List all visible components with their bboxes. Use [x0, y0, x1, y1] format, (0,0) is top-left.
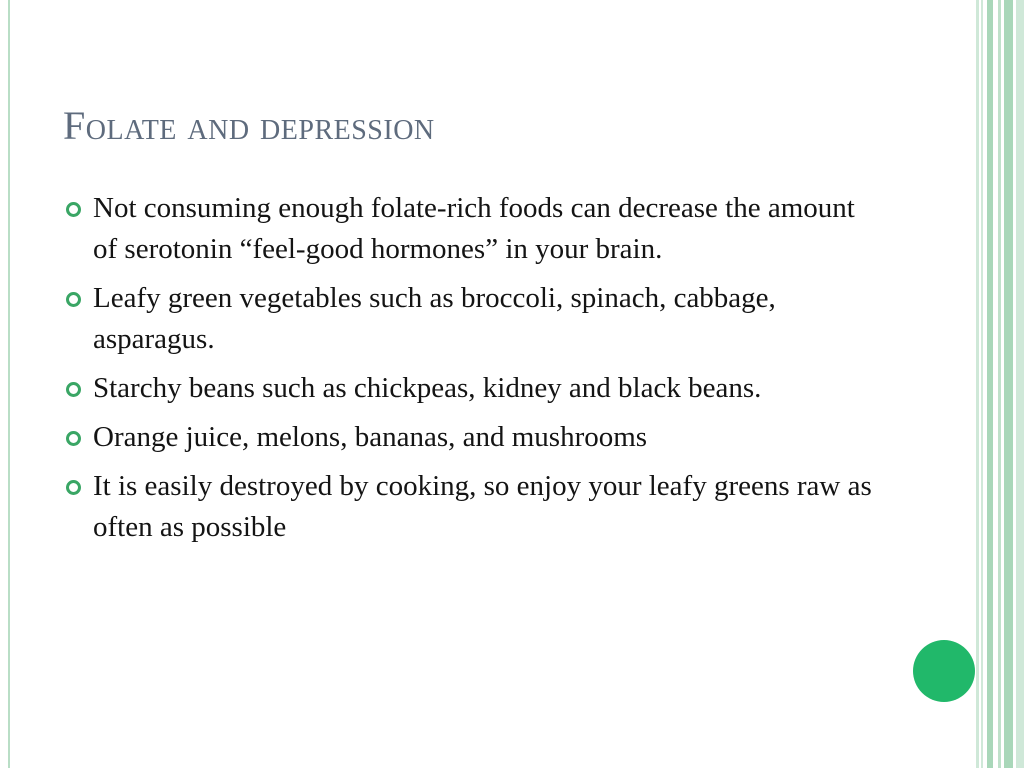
stripe: [998, 0, 1001, 768]
stripe: [987, 0, 993, 768]
ring-bullet-icon: [66, 202, 81, 217]
decorative-circle: [913, 640, 975, 702]
list-item: [64, 188, 884, 270]
stripe: [1004, 0, 1013, 768]
bullet-text: Leafy green vegetables such as broccoli, spinach, cabbage, asparagus.: [93, 282, 776, 355]
right-decorative-stripes: [976, 0, 1024, 768]
stripe: [1016, 0, 1024, 768]
list-item: [64, 417, 884, 458]
ring-bullet-icon: [66, 431, 81, 446]
ring-bullet-icon: [66, 292, 81, 307]
bullet-text: Not consuming enough folate-rich foods can decrease the amount of serotonin “feel-good hormones” in your brain.: [93, 192, 855, 265]
ring-bullet-icon: [66, 480, 81, 495]
bullet-text: Orange juice, melons, bananas, and mushrooms: [93, 421, 648, 453]
bullet-text: Starchy beans such as chickpeas, kidney and black beans.: [93, 372, 762, 404]
left-border-line: [8, 0, 10, 768]
list-item: [64, 466, 884, 548]
bullet-text: It is easily destroyed by cooking, so enjoy your leafy greens raw as often as possible: [93, 470, 872, 543]
stripe: [981, 0, 983, 768]
list-item: [64, 368, 884, 409]
bullet-list: [64, 188, 884, 556]
ring-bullet-icon: [66, 382, 81, 397]
list-item: [64, 278, 884, 360]
slide-title: Folate and depression: [63, 103, 435, 148]
stripe: [976, 0, 979, 768]
